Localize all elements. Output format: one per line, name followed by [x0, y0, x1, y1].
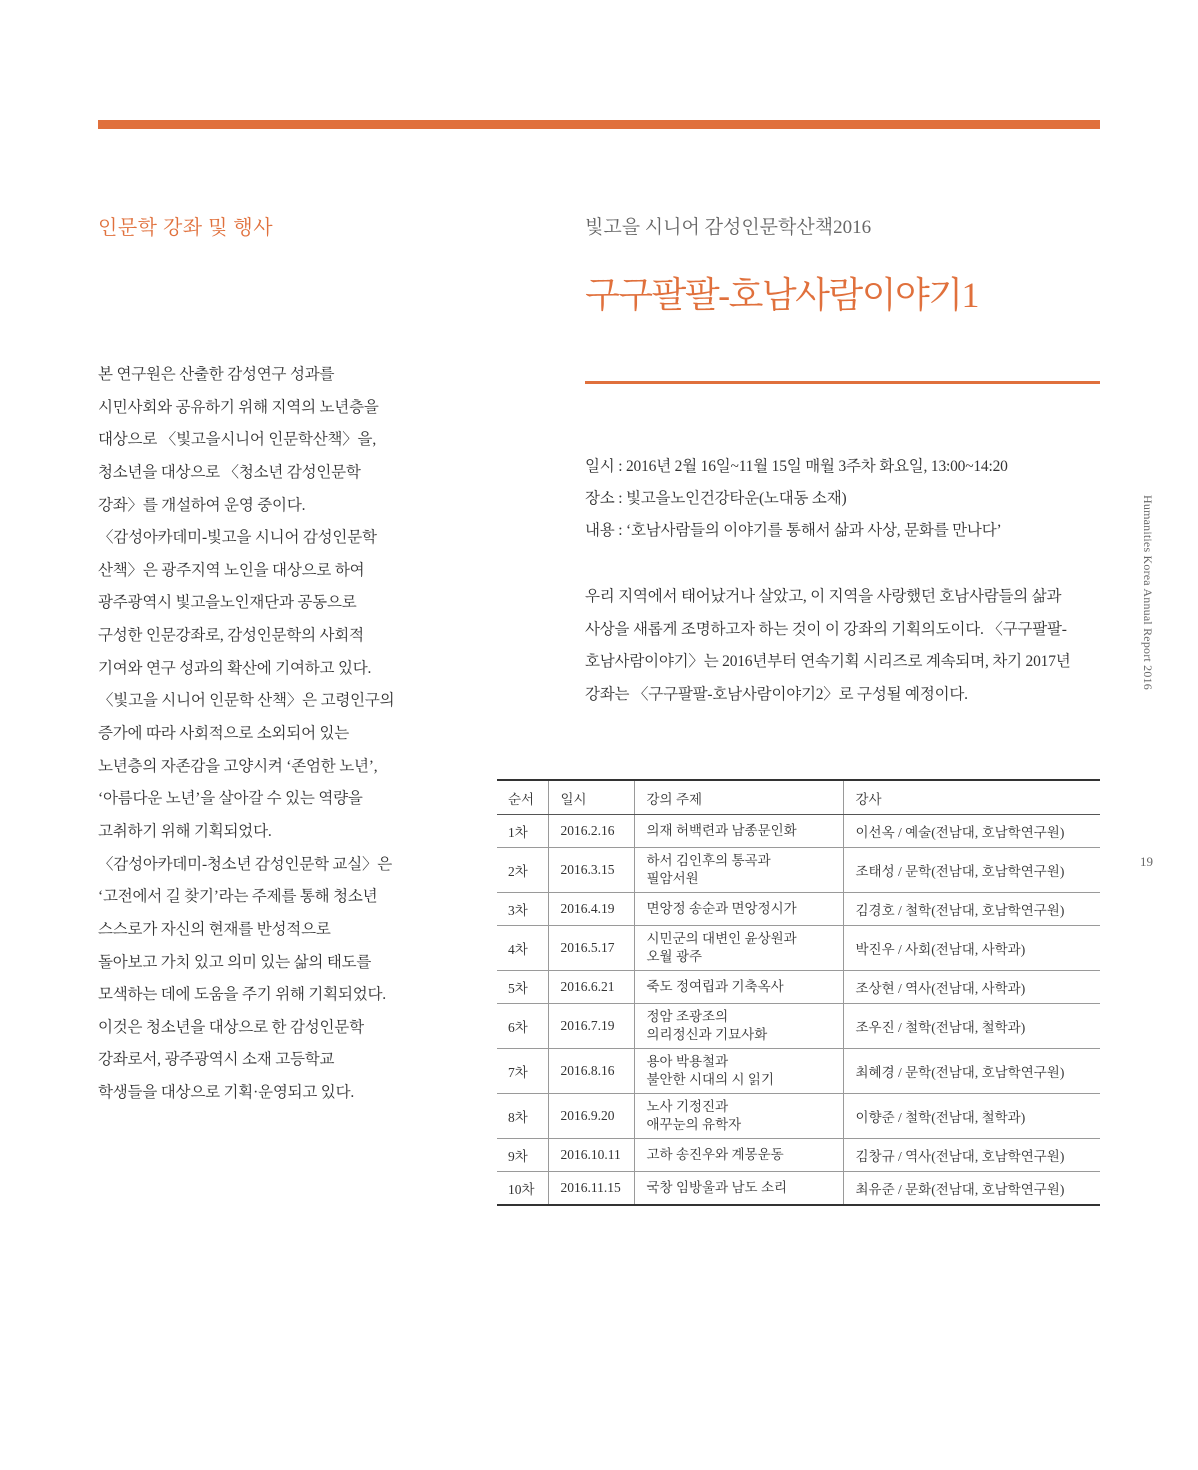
cell-date: 2016.8.16: [548, 1049, 634, 1094]
topic-line: 오월 광주: [646, 949, 703, 964]
intro-line: 강좌로서, 광주광역시 소재 고등학교: [98, 1051, 335, 1069]
table-row: [497, 815, 1100, 848]
cell-lecturer: 박진우 / 사회(전남대, 사학과): [843, 926, 1100, 971]
cell-lecturer: 조우진 / 철학(전남대, 철학과): [843, 1004, 1100, 1049]
cell-date: 2016.6.21: [548, 971, 634, 1004]
intro-text: [98, 359, 428, 1110]
topic-line: 애꾸눈의 유학자: [646, 1117, 742, 1132]
cell-topic: [634, 971, 843, 1004]
intro-line: ‘고전에서 길 찾기’라는 주제를 통해 청소년: [98, 888, 378, 906]
article-subtitle: 빛고을 시니어 감성인문학산책2016: [585, 217, 872, 238]
topic-line: 시민군의 대변인 윤상원과: [646, 931, 797, 946]
table-row: [497, 926, 1100, 971]
cell-order: 2차: [497, 848, 548, 893]
header-date: 일시: [548, 780, 634, 815]
intro-line: 고취하기 위해 기획되었다.: [98, 822, 272, 840]
topic-line: 필암서원: [646, 871, 699, 886]
intro-line: 학생들을 대상으로 기획·운영되고 있다.: [98, 1084, 355, 1102]
topic-line: 정암 조광조의: [646, 1009, 729, 1024]
table-header-row: [497, 780, 1100, 815]
cell-lecturer: 조상현 / 역사(전남대, 사학과): [843, 971, 1100, 1004]
cell-order: 7차: [497, 1049, 548, 1094]
cell-lecturer: 김창규 / 역사(전남대, 호남학연구원): [843, 1139, 1100, 1172]
report-side-label: Humanities Korea Annual Report 2016: [1141, 495, 1155, 690]
cell-topic: [634, 1049, 843, 1094]
topic-line: 국창 임방울과 남도 소리: [646, 1180, 788, 1195]
article-paragraph: [585, 581, 1100, 712]
table-row: [497, 893, 1100, 926]
cell-date: 2016.5.17: [548, 926, 634, 971]
cell-date: 2016.7.19: [548, 1004, 634, 1049]
lecture-schedule-table: [497, 779, 1100, 1206]
header-lecturer: 강사: [843, 780, 1100, 815]
topic-line: 하서 김인후의 통곡과: [646, 853, 771, 868]
cell-order: 6차: [497, 1004, 548, 1049]
cell-topic: [634, 926, 843, 971]
paragraph-line: 사상을 새롭게 조명하고자 하는 것이 이 강좌의 기획의도이다. 〈구구팔팔-: [585, 620, 1067, 638]
cell-order: 1차: [497, 815, 548, 848]
intro-line: 스스로가 자신의 현재를 반성적으로: [98, 920, 331, 938]
intro-line: 청소년을 대상으로 〈청소년 감성인문학: [98, 463, 361, 481]
topic-line: 노사 기정진과: [646, 1099, 729, 1114]
cell-date: 2016.4.19: [548, 893, 634, 926]
intro-line: 노년층의 자존감을 고양시켜 ‘존엄한 노년’,: [98, 757, 378, 775]
intro-line: 〈빛고을 시니어 인문학 산책〉은 고령인구의: [98, 692, 395, 710]
intro-line: 돌아보고 가치 있고 의미 있는 삶의 태도를: [98, 953, 372, 971]
cell-lecturer: 최혜경 / 문학(전남대, 호남학연구원): [843, 1049, 1100, 1094]
cell-topic: [634, 815, 843, 848]
intro-line: 광주광역시 빛고을노인재단과 공동으로: [98, 594, 357, 612]
info-line-place: 장소 : 빛고을노인건강타운(노대동 소재): [585, 490, 847, 507]
table-row: [497, 848, 1100, 893]
intro-line: 〈감성아카데미-빛고을 시니어 감성인문학: [98, 529, 377, 547]
header-order: 순서: [497, 780, 548, 815]
section-title: 인문학 강좌 및 행사: [98, 217, 274, 239]
cell-date: 2016.2.16: [548, 815, 634, 848]
cell-order: 8차: [497, 1094, 548, 1139]
cell-date: 2016.11.15: [548, 1172, 634, 1206]
event-info: [585, 451, 1100, 547]
cell-order: 10차: [508, 1182, 535, 1197]
table-row: [497, 1004, 1100, 1049]
intro-line: 구성한 인문강좌로, 감성인문학의 사회적: [98, 627, 364, 645]
intro-line: 대상으로 〈빛고을시니어 인문학산책〉을,: [98, 431, 376, 449]
cell-lecturer: 김경호 / 철학(전남대, 호남학연구원): [843, 893, 1100, 926]
cell-lecturer: 조태성 / 문학(전남대, 호남학연구원): [843, 848, 1100, 893]
intro-line: ‘아름다운 노년’을 살아갈 수 있는 역량을: [98, 790, 363, 808]
cell-topic: [634, 848, 843, 893]
header-topic: 강의 주제: [634, 780, 843, 815]
topic-line: 불안한 시대의 시 읽기: [646, 1072, 774, 1087]
cell-topic: [634, 1004, 843, 1049]
intro-line: 본 연구원은 산출한 감성연구 성과를: [98, 366, 335, 383]
cell-lecturer: 이선옥 / 예술(전남대, 호남학연구원): [843, 815, 1100, 848]
cell-date: 2016.3.15: [548, 848, 634, 893]
topic-line: 의리정신과 기묘사화: [646, 1027, 768, 1042]
article-title: 구구팔팔-호남사람이야기1: [585, 275, 979, 315]
intro-line: 시민사회와 공유하기 위해 지역의 노년층을: [98, 398, 379, 416]
page-number: 19: [1140, 854, 1153, 869]
cell-date: 2016.9.20: [548, 1094, 634, 1139]
table-row: [497, 1049, 1100, 1094]
cell-topic: [634, 1172, 843, 1206]
table-row: [497, 1139, 1100, 1172]
intro-line: 증가에 따라 사회적으로 소외되어 있는: [98, 725, 350, 743]
paragraph-line: 강좌는 〈구구팔팔-호남사람이야기2〉로 구성될 예정이다.: [585, 686, 968, 704]
paragraph-line: 우리 지역에서 태어났거나 살았고, 이 지역을 사랑했던 호남사람들의 삶과: [585, 588, 1062, 605]
intro-line: 산책〉은 광주지역 노인을 대상으로 하여: [98, 561, 365, 579]
cell-topic: [634, 1094, 843, 1139]
table-row: [497, 1172, 1100, 1206]
paragraph-line: 호남사람이야기〉는 2016년부터 연속기획 시리즈로 계속되며, 차기 2017년: [585, 653, 1071, 671]
intro-line: 모색하는 데에 도움을 주기 위해 기획되었다.: [98, 986, 386, 1004]
intro-line: 기여와 연구 성과의 확산에 기여하고 있다.: [98, 659, 372, 677]
cell-order: 5차: [497, 971, 548, 1004]
topic-line: 고하 송진우와 계몽운동: [646, 1147, 784, 1162]
info-line-content: 내용 : ‘호남사람들의 이야기를 통해서 삶과 사상, 문화를 만나다’: [585, 522, 1002, 539]
intro-line: 〈감성아카데미-청소년 감성인문학 교실〉은: [98, 855, 393, 873]
topic-line: 의재 허백련과 남종문인화: [646, 823, 797, 838]
table-row: [497, 1094, 1100, 1139]
intro-line: 이것은 청소년을 대상으로 한 감성인문학: [98, 1018, 364, 1036]
topic-line: 면앙정 송순과 면앙정시가: [646, 901, 797, 916]
cell-order: 4차: [497, 926, 548, 971]
cell-date: 2016.10.11: [548, 1139, 634, 1172]
cell-lecturer: 이향준 / 철학(전남대, 철학과): [843, 1094, 1100, 1139]
cell-order: 9차: [497, 1139, 548, 1172]
topic-line: 용아 박용철과: [646, 1054, 729, 1069]
intro-line: 강좌〉를 개설하여 운영 중이다.: [98, 496, 306, 514]
table-row: [497, 971, 1100, 1004]
title-divider: [585, 381, 1100, 384]
cell-topic: [634, 893, 843, 926]
cell-order: 3차: [497, 893, 548, 926]
cell-topic: [634, 1139, 843, 1172]
cell-lecturer: 최유준 / 문화(전남대, 호남학연구원): [843, 1172, 1100, 1206]
topic-line: 죽도 정여립과 기축옥사: [646, 979, 784, 994]
info-line-date: 일시 : 2016년 2월 16일~11월 15일 매월 3주차 화요일, 13:00~14:20: [585, 458, 1008, 475]
top-accent-bar: [98, 120, 1100, 129]
